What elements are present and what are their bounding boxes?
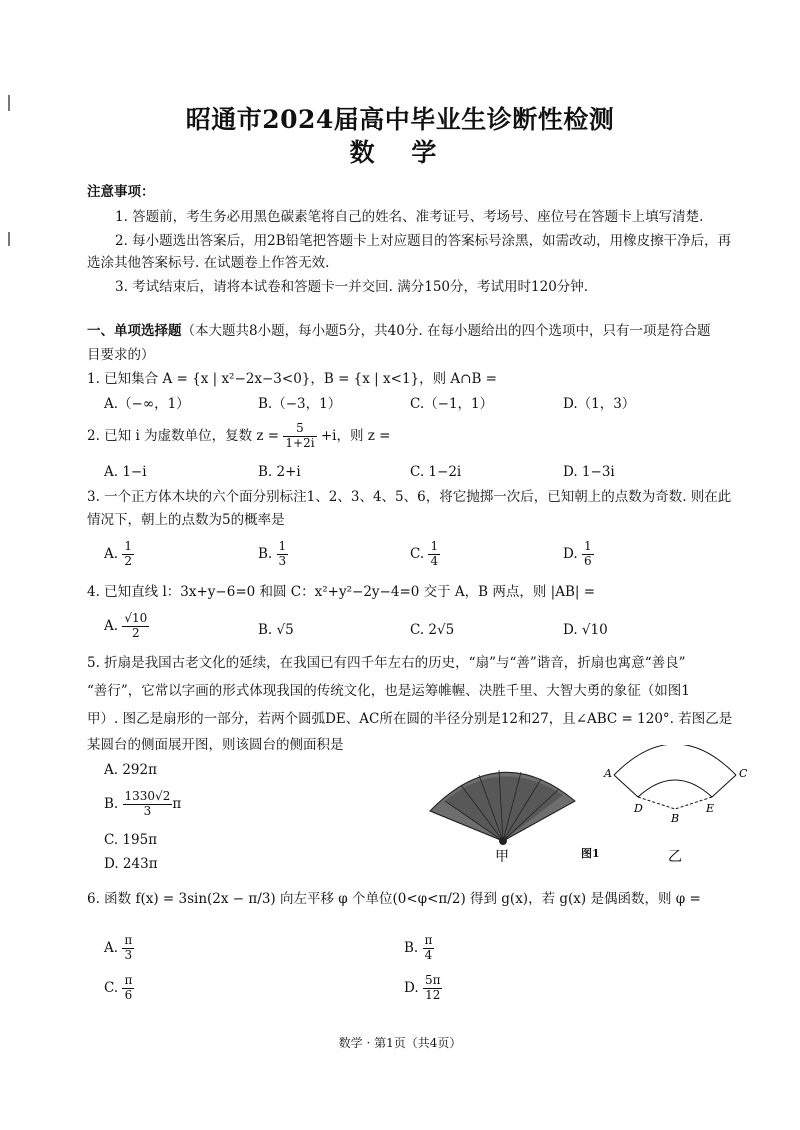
q2-stem	[87, 422, 390, 451]
q6-option-d	[404, 974, 442, 1003]
q2-frac-den: 1+2i	[285, 435, 315, 450]
q6-c-num: π	[124, 973, 133, 987]
q3-option-c-label: C.	[410, 545, 425, 562]
q1-option-c: C.（−1，1）	[410, 396, 494, 412]
q3-option-a	[104, 540, 134, 569]
q6-option-b	[404, 934, 434, 963]
q5-option-b-frac	[123, 790, 173, 819]
q5-line-3: 甲）. 图乙是扇形的一部分，若两个圆弧DE、AC所在圆的半径分别是12和27，且∠ABC = 120°. 若图乙是	[87, 711, 733, 727]
q3-stem-b: 情况下，朝上的点数为5的概率是	[87, 512, 285, 528]
sector-diagram	[614, 745, 736, 809]
q5-line-2: “善行”，它常以字画的形式体现我国的传统文化，也是运筹帷幄、决胜千里、大智大勇的象征（如图1	[87, 683, 690, 699]
q3-d-num: 1	[583, 539, 592, 553]
q6-option-a	[104, 934, 134, 963]
figure-1-caption: 图1	[581, 847, 600, 860]
q5-option-b	[104, 790, 181, 819]
section-1-desc-cont: 目要求的）	[87, 347, 155, 363]
figure-label-yi: 乙	[668, 849, 682, 865]
q2-option-b: B. 2+i	[258, 464, 301, 480]
q5-line-1: 5. 折扇是我国古老文化的延续，在我国已有四千年左右的历史，“扇”与“善”谐音，折扇也寓意“善良”	[87, 655, 686, 671]
q1-option-a: A.（−∞，1）	[104, 396, 190, 412]
q1-option-b: B.（−3，1）	[258, 396, 342, 412]
q6-option-c	[104, 974, 134, 1003]
q5-option-d: D. 243π	[104, 856, 158, 872]
q6-c-den: 6	[124, 987, 133, 1002]
q3-option-c	[410, 540, 440, 569]
q6-option-c-frac	[122, 974, 134, 1003]
q2-stem-pre: 2. 已知 i 为虚数单位，复数 z =	[87, 427, 280, 444]
q3-b-num: 1	[278, 539, 287, 553]
point-e-label: E	[706, 802, 715, 815]
q6-option-b-label: B.	[404, 939, 419, 956]
q4-option-a-label: A.	[104, 617, 119, 634]
q3-stem-a: 3. 一个正方体木块的六个面分别标注1、2、3、4、5、6，将它抛掷一次后，已知朝上的点数为奇数. 则在此	[87, 489, 732, 505]
q6-option-d-frac	[423, 974, 443, 1003]
notice-item-3: 3. 考试结束后，请将本试卷和答题卡一并交回. 满分150分，考试用时120分钟.	[115, 279, 589, 295]
q4-a-num: √10	[124, 611, 148, 625]
notice-item-2a: 2. 每小题选出答案后，用2B铅笔把答题卡上对应题目的答案标号涂黑，如需改动，用橡皮擦干净后，再	[115, 233, 732, 249]
notice-heading: 注意事项：	[87, 184, 155, 200]
q6-a-den: 3	[124, 947, 133, 962]
q6-d-num: 5π	[424, 973, 441, 987]
q2-option-c: C. 1−2i	[410, 464, 462, 480]
q2-option-a: A. 1−i	[104, 464, 147, 480]
q1-option-d: D.（1，3）	[563, 396, 636, 412]
point-a-label: A	[604, 767, 612, 780]
q3-option-a-label: A.	[104, 545, 119, 562]
figure-label-jia: 甲	[495, 849, 509, 865]
section-1-heading	[87, 325, 710, 339]
q4-option-d: D. √10	[563, 622, 608, 638]
point-b-label: B	[671, 812, 680, 825]
q5-b-den: 3	[143, 803, 152, 818]
q5-line-4: 某圆台的侧面展开图，则该圆台的侧面积是	[87, 737, 344, 753]
q3-option-a-frac	[122, 540, 134, 569]
section-1-label: 一、单项选择题	[87, 323, 182, 339]
q5-option-b-label: B.	[104, 795, 119, 812]
exam-title: 昭通市2024届高中毕业生诊断性检测	[185, 105, 615, 134]
exam-subject: 数 学	[349, 138, 451, 167]
q4-a-den: 2	[131, 625, 140, 640]
q6-b-num: π	[424, 933, 433, 947]
section-1-desc: （本大题共8小题，每小题5分，共40分. 在每小题给出的四个选项中，只有一项是符合题	[181, 323, 711, 339]
q6-option-c-label: C.	[104, 979, 119, 996]
q6-option-a-frac	[122, 934, 134, 963]
q4-option-c: C. 2√5	[410, 622, 455, 638]
q3-option-b	[258, 540, 288, 569]
q4-stem: 4. 已知直线 l：3x+y−6=0 和圆 C：x²+y²−2y−4=0 交于 A，B 两点，则 |AB| =	[87, 584, 596, 600]
q3-option-c-frac	[428, 540, 440, 569]
q3-option-d	[563, 540, 594, 569]
q2-option-d: D. 1−3i	[563, 464, 615, 480]
q4-option-a	[104, 612, 149, 641]
scan-mark	[8, 232, 10, 246]
q3-option-b-label: B.	[258, 545, 273, 562]
q2-frac-num: 5	[283, 422, 316, 437]
notice-item-2b: 选涂其他答案标号. 在试题卷上作答无效.	[87, 255, 330, 271]
q6-b-den: 4	[424, 947, 433, 962]
point-c-label: C	[739, 767, 748, 780]
q3-b-den: 3	[278, 553, 287, 568]
q5-option-c: C. 195π	[104, 832, 158, 848]
q3-option-d-frac	[582, 540, 594, 569]
q3-c-num: 1	[430, 539, 439, 553]
q3-c-den: 4	[430, 553, 439, 568]
q6-a-num: π	[124, 933, 133, 947]
q3-option-d-label: D.	[563, 545, 578, 562]
point-d-label: D	[634, 802, 643, 815]
page-footer: 数学 · 第1页（共4页）	[338, 1036, 462, 1050]
q3-d-den: 6	[583, 553, 592, 568]
q3-a-num: 1	[124, 539, 132, 553]
q3-a-den: 2	[124, 553, 132, 568]
q2-stem-post: +i，则 z =	[320, 427, 391, 444]
folding-fan-illustration	[430, 770, 575, 845]
notice-item-1: 1. 答题前，考生务必用黑色碳素笔将自己的姓名、准考证号、考场号、座位号在答题卡上填写清楚.	[115, 209, 704, 225]
q3-option-b-frac	[277, 540, 289, 569]
q4-option-b: B. √5	[258, 622, 294, 638]
q4-option-a-frac	[122, 612, 149, 641]
q2-fraction	[283, 422, 316, 451]
q1-stem: 1. 已知集合 A = {x | x²−2x−3<0}，B = {x | x<1}，则 A∩B =	[87, 371, 497, 387]
q6-stem: 6. 函数 f(x) = 3sin(2x − π/3) 向左平移 φ 个单位(0<φ<π/2) 得到 g(x)，若 g(x) 是偶函数，则 φ =	[87, 891, 701, 907]
figure-1	[425, 745, 785, 865]
q6-d-den: 12	[425, 987, 441, 1002]
q5-option-a: A. 292π	[104, 762, 157, 778]
q5-b-num: 1330√2	[124, 789, 171, 803]
q6-option-a-label: A.	[104, 939, 119, 956]
q6-option-d-label: D.	[404, 979, 419, 996]
q6-option-b-frac	[423, 934, 435, 963]
q5-option-b-tail: π	[172, 795, 182, 812]
